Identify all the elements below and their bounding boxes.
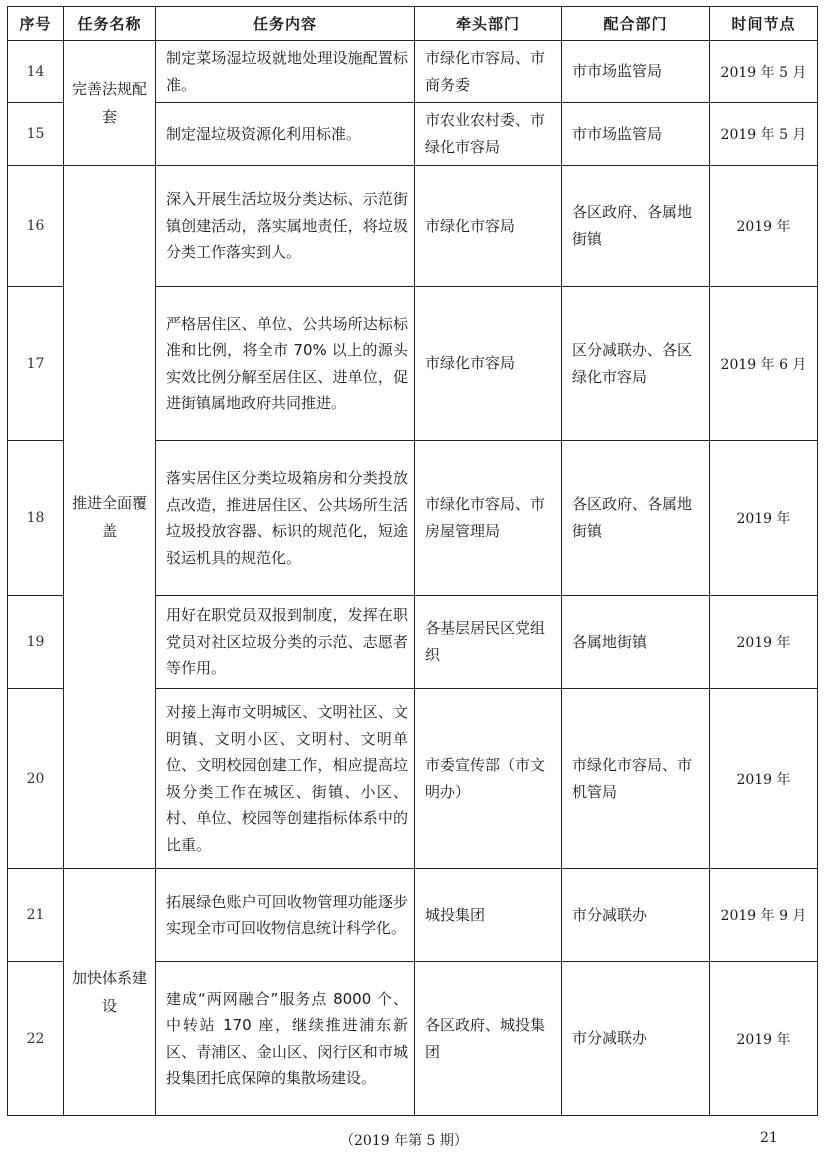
- support-department: 市市场监管局: [562, 103, 710, 166]
- time-node: 2019 年: [710, 166, 818, 287]
- task-content: 制定湿垃圾资源化利用标准。: [156, 103, 415, 166]
- row-number: 21: [8, 869, 64, 962]
- lead-department: 城投集团: [415, 869, 562, 962]
- row-number: 17: [8, 287, 64, 441]
- header-task-content: 任务内容: [156, 7, 415, 41]
- task-content: 落实居住区分类垃圾箱房和分类投放点改造，推进居住区、公共场所生活垃圾投放容器、标识的规范化，短途驳运机具的规范化。: [156, 441, 415, 596]
- table-row: [8, 41, 818, 103]
- lead-department: 市绿化市容局: [415, 287, 562, 441]
- support-department: 各区政府、各属地街镇: [562, 166, 710, 287]
- row-number: 15: [8, 103, 64, 166]
- support-department: 市分减联办: [562, 869, 710, 962]
- time-node: 2019 年 9 月: [710, 869, 818, 962]
- row-number: 18: [8, 441, 64, 596]
- support-department: 各属地街镇: [562, 596, 710, 689]
- header-lead-department: 牵头部门: [415, 7, 562, 41]
- lead-department: 市绿化市容局: [415, 166, 562, 287]
- issue-label: （2019 年第 5 期）: [340, 1133, 468, 1149]
- support-department: 区分减联办、各区绿化市容局: [562, 287, 710, 441]
- task-content: 建成“两网融合”服务点 8000 个、中转站 170 座，继续推进浦东新区、青浦区、金山区、闵行区和市城投集团托底保障的集散场建设。: [156, 962, 415, 1116]
- task-group-name: 加快体系建设: [64, 869, 156, 1116]
- lead-department: 市委宣传部（市文明办）: [415, 689, 562, 869]
- time-node: 2019 年 5 月: [710, 103, 818, 166]
- task-table: [7, 6, 818, 1116]
- lead-department: 市绿化市容局、市商务委: [415, 41, 562, 103]
- row-number: 14: [8, 41, 64, 103]
- header-time: 时间节点: [710, 7, 818, 41]
- support-department: 各区政府、各属地街镇: [562, 441, 710, 596]
- row-number: 16: [8, 166, 64, 287]
- task-content: 制定菜场湿垃圾就地处理设施配置标准。: [156, 41, 415, 103]
- time-node: 2019 年: [710, 689, 818, 869]
- header-support-department: 配合部门: [562, 7, 710, 41]
- page-footer: [0, 1128, 827, 1152]
- task-content: 拓展绿色账户可回收物管理功能逐步实现全市可回收物信息统计科学化。: [156, 869, 415, 962]
- task-group-name: 完善法规配套: [64, 41, 156, 166]
- support-department: 市绿化市容局、市机管局: [562, 689, 710, 869]
- table-row: [8, 166, 818, 287]
- row-number: 20: [8, 689, 64, 869]
- page-number: 21: [760, 1130, 778, 1146]
- time-node: 2019 年: [710, 596, 818, 689]
- time-node: 2019 年 6 月: [710, 287, 818, 441]
- task-content: 对接上海市文明城区、文明社区、文明镇、文明小区、文明村、文明单位、文明校园创建工作，相应提高垃圾分类工作在城区、街镇、小区、村、单位、校园等创建指标体系中的比重。: [156, 689, 415, 869]
- task-content: 深入开展生活垃圾分类达标、示范街镇创建活动，落实属地责任，将垃圾分类工作落实到人。: [156, 166, 415, 287]
- time-node: 2019 年 5 月: [710, 41, 818, 103]
- lead-department: 各基层居民区党组织: [415, 596, 562, 689]
- support-department: 市市场监管局: [562, 41, 710, 103]
- lead-department: 各区政府、城投集团: [415, 962, 562, 1116]
- task-group-name: 推进全面覆盖: [64, 166, 156, 869]
- support-department: 市分减联办: [562, 962, 710, 1116]
- table-header-row: [8, 7, 818, 41]
- time-node: 2019 年: [710, 441, 818, 596]
- header-number: 序号: [8, 7, 64, 41]
- row-number: 22: [8, 962, 64, 1116]
- task-content: 用好在职党员双报到制度，发挥在职党员对社区垃圾分类的示范、志愿者等作用。: [156, 596, 415, 689]
- header-task-name: 任务名称: [64, 7, 156, 41]
- lead-department: 市绿化市容局、市房屋管理局: [415, 441, 562, 596]
- time-node: 2019 年: [710, 962, 818, 1116]
- row-number: 19: [8, 596, 64, 689]
- task-content: 严格居住区、单位、公共场所达标标准和比例，将全市 70% 以上的源头实效比例分解至居住区、进单位，促进街镇属地政府共同推进。: [156, 287, 415, 441]
- table-row: [8, 869, 818, 962]
- lead-department: 市农业农村委、市绿化市容局: [415, 103, 562, 166]
